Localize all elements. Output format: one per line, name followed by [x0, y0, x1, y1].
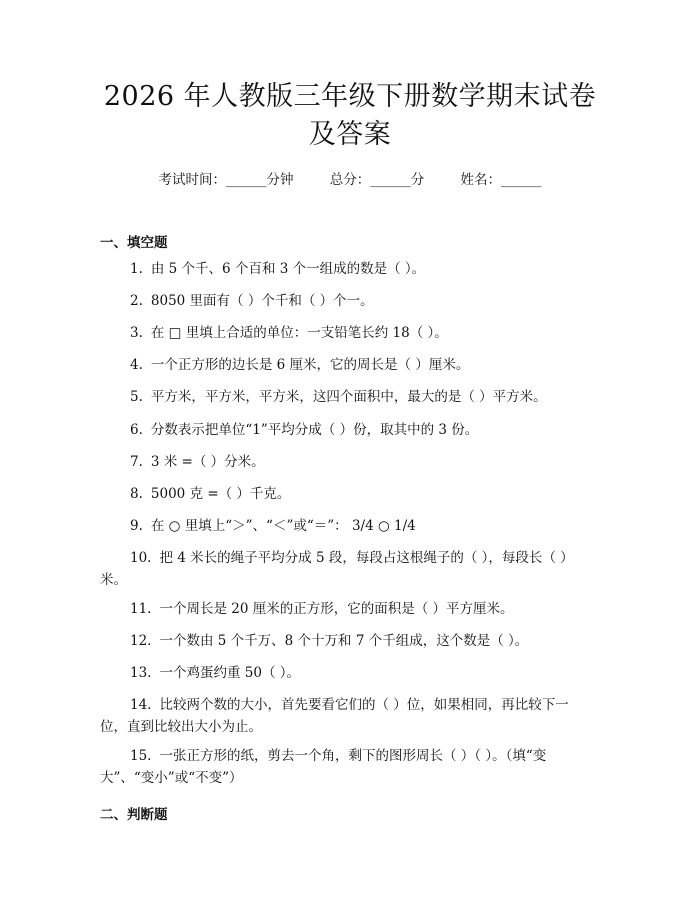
- question-text: 3 米 =（ ）分米。: [150, 454, 265, 470]
- question-number: 14.: [130, 697, 152, 713]
- exam-time-field: 考试时间：______分钟: [158, 172, 294, 188]
- question-item: [100, 483, 588, 505]
- question-number: 7.: [130, 454, 143, 470]
- question-text: 比较两个数的大小，首先要看它们的（ ）位，如果相同，再比较下一位，直到比较出大小为止。: [100, 697, 569, 735]
- question-item: [100, 745, 588, 789]
- question-item: [100, 322, 588, 344]
- question-number: 8.: [130, 486, 143, 502]
- question-item: [100, 547, 588, 591]
- question-item: [100, 694, 588, 738]
- question-text: 8050 里面有（ ）个千和（ ）个一。: [150, 293, 374, 309]
- question-text: 在 □ 里填上合适的单位：一支铅笔长约 18（ ）。: [150, 325, 448, 341]
- section-heading-fill-in: 一、填空题: [100, 235, 168, 251]
- question-text: 一个数由 5 个千万、8 个十万和 7 个千组成，这个数是（ ）。: [159, 633, 529, 649]
- question-number: 11.: [130, 601, 152, 617]
- question-text: 由 5 个千、6 个百和 3 个一组成的数是（ ）。: [150, 261, 426, 277]
- question-number: 5.: [130, 389, 143, 405]
- question-item: [100, 258, 588, 280]
- question-text: 一个周长是 20 厘米的正方形，它的面积是（ ）平方厘米。: [159, 601, 514, 617]
- question-number: 15.: [130, 748, 152, 764]
- question-item: [100, 598, 588, 620]
- question-number: 2.: [130, 293, 143, 309]
- question-text: 5000 克 =（ ）千克。: [150, 486, 291, 502]
- question-number: 4.: [130, 357, 143, 373]
- question-item: [100, 451, 588, 473]
- question-number: 13.: [130, 665, 152, 681]
- question-text: 平方米，平方米，平方米，这四个面积中，最大的是（ ）平方米。: [150, 389, 547, 405]
- question-text: 一个正方形的边长是 6 厘米，它的周长是（ ）厘米。: [150, 357, 470, 373]
- question-number: 10.: [130, 550, 152, 566]
- question-item: [100, 419, 588, 441]
- exam-meta-line: [0, 168, 700, 188]
- question-text: 分数表示把单位“1”平均分成（ ）份，取其中的 3 份。: [150, 422, 479, 438]
- question-item: [100, 354, 588, 376]
- question-number: 9.: [130, 518, 143, 534]
- question-number: 3.: [130, 325, 143, 341]
- total-score-field: 总分：______分: [329, 172, 425, 188]
- question-item: [100, 662, 588, 684]
- page-title: 2026 年人教版三年级下册数学期末试卷及答案: [103, 81, 597, 150]
- question-text: 一个鸡蛋约重 50（ ）。: [159, 665, 300, 681]
- question-number: 1.: [130, 261, 143, 277]
- question-item: [100, 290, 588, 312]
- question-number: 12.: [130, 633, 152, 649]
- question-item: [100, 386, 588, 408]
- question-text: 在 ○ 里填上“＞”、“＜”或“＝”： 3/4 ○ 1/4: [150, 518, 416, 534]
- section-heading-true-false: 二、判断题: [100, 807, 168, 823]
- student-name-field: 姓名：______: [460, 172, 542, 188]
- question-text: 一张正方形的纸，剪去一个角，剩下的图形周长（ ）（ ）。（填“变大”、“变小”或“不变”）: [100, 748, 547, 786]
- question-item: [100, 630, 588, 652]
- question-number: 6.: [130, 422, 143, 438]
- question-item: [100, 515, 588, 537]
- question-text: 把 4 米长的绳子平均分成 5 段，每段占这根绳子的（ ），每段长（ ）米。: [100, 550, 574, 588]
